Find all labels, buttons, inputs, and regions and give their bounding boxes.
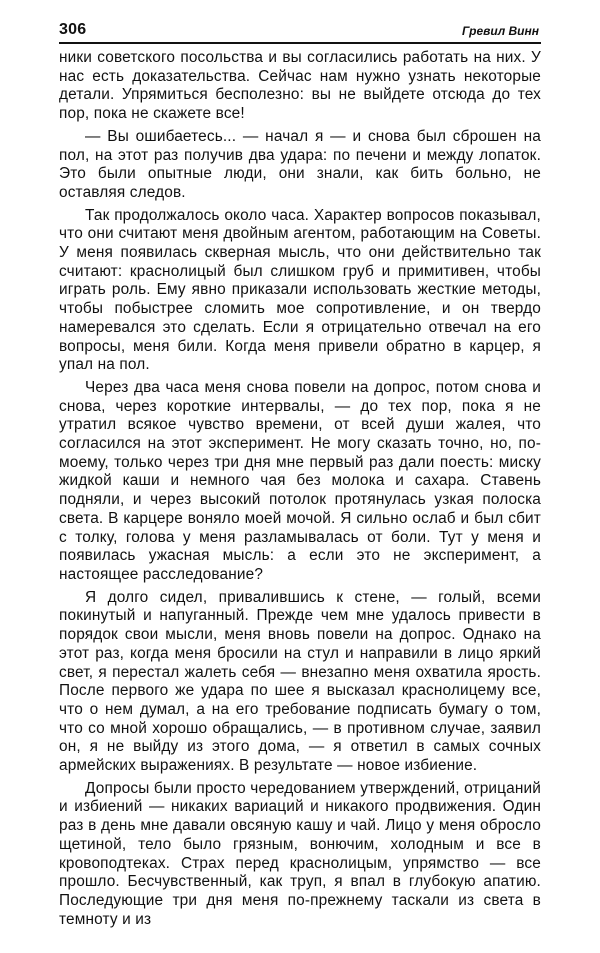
paragraph: ники советского посольства и вы согласились работать на них. У нас есть доказательства. Сейчас нам нужно узнать некоторые детали. Упрямиться бесполезно: вы не выйдете отсюда до тех пор, пока не скажете все! [59,49,541,123]
book-page [59,20,541,929]
paragraph: Допросы были просто чередованием утверждений, отрицаний и избиений — никаких вариаций и никакого продвижения. Один раз в день мне давали овсяную кашу и чай. Лицо у меня обросло щетиной, тело было грязным, вонючим, холодным и все в кровоподтеках. Страх перед краснолицым, упрямство — все прошло. Бесчувственный, как труп, я впал в глубокую апатию. Последующие три дня меня по-прежнему таскали из света в темноту и из [59,779,541,928]
page-number: 306 [59,21,87,38]
running-head: Гревил Винн [462,24,539,38]
page-header [59,20,541,44]
paragraph: Так продолжалось около часа. Характер вопросов показывал, что они считают меня двойным агентом, работающим на Советы. У меня появилась скверная мысль, что они действительно так считают: краснолицый был слишком груб и примитивен, чтобы играть роль. Ему явно приказали использовать жесткие методы, чтобы побыстрее сломить мое сопротивление, и он твердо намеревался это сделать. Если я отрицательно отвечал на его вопросы, меня били. Когда меня привели обратно в карцер, я упал на пол. [59,206,541,374]
body-text [59,49,541,929]
paragraph: — Вы ошибаетесь... — начал я — и снова был сброшен на пол, на этот раз получив два удара: по печени и между лопаток. Это были опытные люди, они знали, как бить больно, не оставляя следов. [59,127,541,201]
paragraph: Я долго сидел, привалившись к стене, — голый, всеми покинутый и напуганный. Прежде чем мне удалось привести в порядок свои мысли, меня вновь повели на допрос. Однако на этот раз, когда меня бросили на стул и направили в лицо яркий свет, я перестал жалеть себя — внезапно меня охватила ярость. После первого же удара по шее я высказал краснолицему все, что о нем думал, а на его требование подписать бумагу о том, что со мной хорошо обращались, — в противном случае, заявил он, я не выйду из этого дома, — я ответил в самых сочных армейских выражениях. В результате — новое избиение. [59,588,541,775]
paragraph: Через два часа меня снова повели на допрос, потом снова и снова, через короткие интервалы, — до тех пор, пока я не утратил всякое чувство времени, от всей души жалея, что согласился на этот эксперимент. Не могу сказать точно, но, по-моему, только через три дня мне первый раз дали поесть: миску жидкой каши и немного чая без молока и сахара. Ставень подняли, и через высокий потолок протянулась узкая полоска света. В карцере воняло моей мочой. Я сильно ослаб и был сбит с толку, голова у меня разламывалась от боли. Тут у меня и появилась ужасная мысль: а если это не эксперимент, а настоящее расследование? [59,378,541,583]
